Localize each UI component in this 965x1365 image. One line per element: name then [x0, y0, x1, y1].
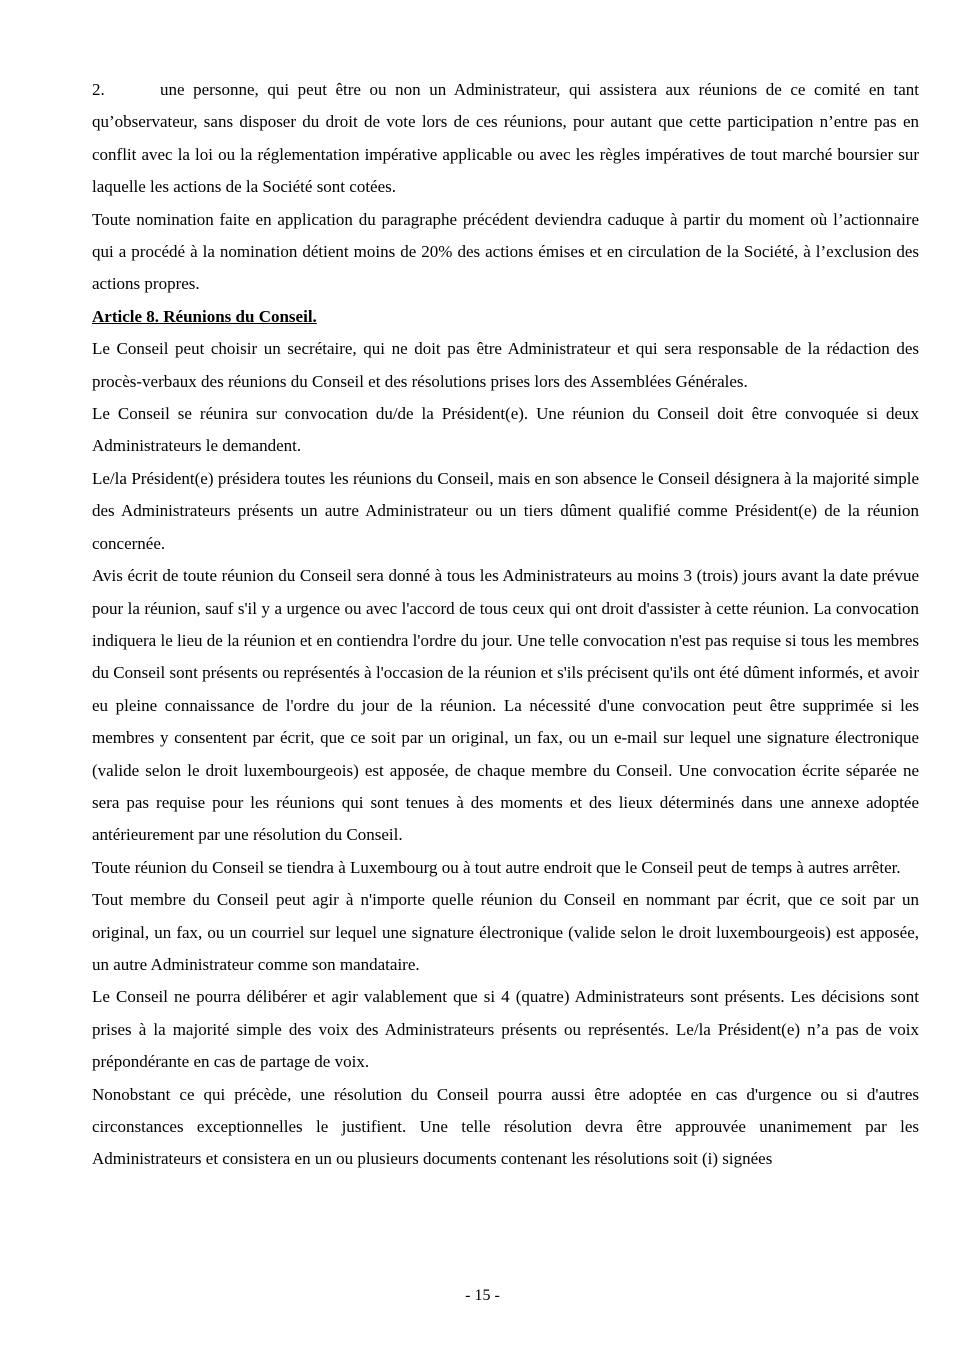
paragraph: Le Conseil ne pourra délibérer et agir valablement que si 4 (quatre) Administrateurs sont présents. Les décisions sont prises à la majorité simple des voix des Administrateurs présents ou représentés. Le/la Président(e) n’a pas de voix prépondérante en cas de partage de voix. [92, 987, 919, 1072]
paragraph: Toute réunion du Conseil se tiendra à Luxembourg ou à tout autre endroit que le Conseil peut de temps à autres arrêter. [92, 857, 901, 877]
paragraph: Tout membre du Conseil peut agir à n'importe quelle réunion du Conseil en nommant par écrit, que ce soit par un original, un fax, ou un courriel sur lequel une signature électronique (valide selon le droit luxembourgeois) est apposée, un autre Administrateur comme son mandataire. [92, 890, 919, 974]
paragraph: Le/la Président(e) présidera toutes les réunions du Conseil, mais en son absence le Conseil désignera à la majorité simple des Administrateurs présents un autre Administrateur ou un tiers dûment qualifié comme Président(e) de la réunion concernée. [92, 468, 919, 553]
document-body [92, 74, 919, 1176]
article-heading-text: Article 8. Réunions du Conseil. [92, 306, 317, 326]
item-number: 2. [92, 80, 105, 99]
item-text: une personne, qui peut être ou non un Administrateur, qui assistera aux réunions de ce comité en tant qu’observateur, sans disposer du droit de vote lors de ces réunions, pour autant que cette participation n’entre pas en conflit avec la loi ou la réglementation impérative applicable ou avec les règles impératives de tout marché boursier sur laquelle les actions de la Société sont cotées. [92, 80, 919, 197]
paragraph: Toute nomination faite en application du paragraphe précédent deviendra caduque à partir du moment où l’actionnaire qui a procédé à la nomination détient moins de 20% des actions émises et en circulation de la Société, à l’exclusion des actions propres. [92, 209, 919, 294]
paragraph: Avis écrit de toute réunion du Conseil sera donné à tous les Administrateurs au moins 3 (trois) jours avant la date prévue pour la réunion, sauf s'il y a urgence ou avec l'accord de tous ceux qui ont droit d'assister à cette réunion. La convocation indiquera le lieu de la réunion et en contiendra l'ordre du jour. Une telle convocation n'est pas requise si tous les membres du Conseil sont présents ou représentés à l'occasion de la réunion et s'ils précisent qu'ils ont été dûment informés, et avoir eu pleine connaissance de l'ordre du jour de la réunion. La nécessité d'une convocation peut être supprimée si les membres y consentent par écrit, que ce soit par un original, un fax, ou un e-mail sur lequel une signature électronique (valide selon le droit luxembourgeois) est apposée, de chaque membre du Conseil. Une convocation écrite séparée ne sera pas requise pour les réunions qui sont tenues à des moments et des lieux déterminés dans une annexe adoptée antérieurement par une résolution du Conseil. [92, 566, 919, 845]
paragraph: Le Conseil se réunira sur convocation du/de la Président(e). Une réunion du Conseil doit être convoquée si deux Administrateurs le demandent. [92, 404, 919, 456]
numbered-item [92, 74, 919, 204]
article-heading [92, 301, 919, 333]
paragraph: Nonobstant ce qui précède, une résolution du Conseil pourra aussi être adoptée en cas d'urgence ou si d'autres circonstances exceptionnelles le justifient. Une telle résolution devra être approuvée unanimement par les Administrateurs et consistera en un ou plusieurs documents contenant les résolutions soit (i) signées [92, 1084, 919, 1169]
paragraph: Le Conseil peut choisir un secrétaire, qui ne doit pas être Administrateur et qui sera responsable de la rédaction des procès-verbaux des réunions du Conseil et des résolutions prises lors des Assemblées Générales. [92, 339, 919, 391]
page-number: - 15 - [465, 1287, 500, 1304]
